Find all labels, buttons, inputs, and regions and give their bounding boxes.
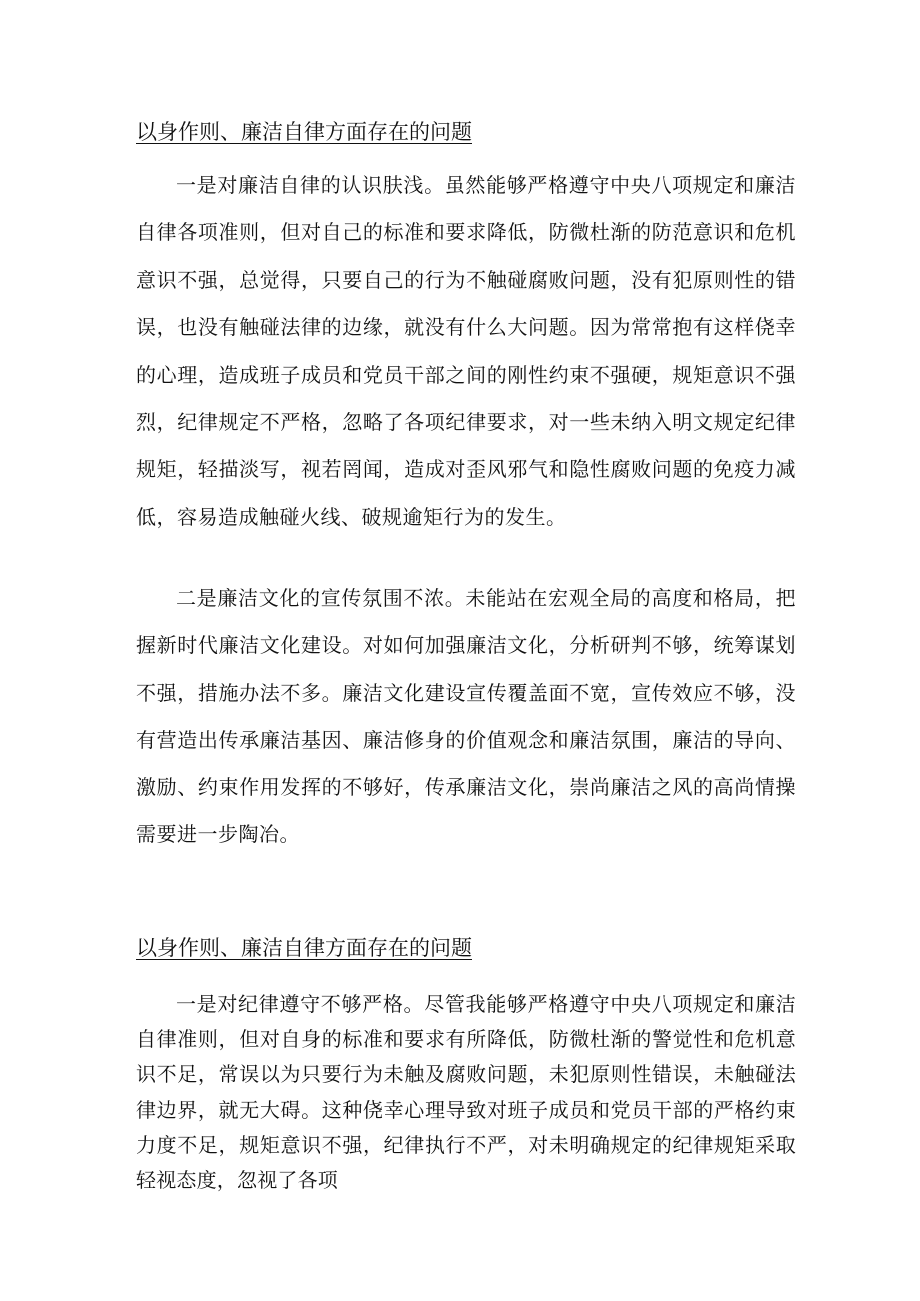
body-paragraph: 一是对廉洁自律的认识肤浅。虽然能够严格遵守中央八项规定和廉洁自律各项准则，但对自己的标准和要求降低，防微杜渐的防范意识和危机意识不强，总觉得，只要自己的行为不触碰腐败问题，没有犯原则性的错误，也没有触碰法律的边缘，就没有什么大问题。因为常常抱有这样侥幸的心理，造成班子成员和党员干部之间的刚性约束不强硬，规矩意识不强烈，纪律规定不严格，忽略了各项纪律要求，对一些未纳入明文规定纪律规矩，轻描淡写，视若罔闻，造成对歪风邪气和隐性腐败问题的免疫力减低，容易造成触碰火线、破规逾矩行为的发生。 <box>136 173 796 529</box>
section-heading: 以身作则、廉洁自律方面存在的问题 <box>136 120 472 144</box>
body-paragraph: 一是对纪律遵守不够严格。尽管我能够严格遵守中央八项规定和廉洁自律准则，但对自身的标准和要求有所降低，防微杜渐的警觉性和危机意识不足，常误以为只要行为未触及腐败问题，未犯原则性错误，未触碰法律边界，就无大碍。这种侥幸心理导致对班子成员和党员干部的严格约束力度不足，规矩意识不强，纪律执行不严，对未明确规定的纪律规矩采取轻视态度，忽视了各项 <box>136 992 796 1193</box>
section-heading: 以身作则、廉洁自律方面存在的问题 <box>136 936 472 960</box>
body-paragraph: 二是廉洁文化的宣传氛围不浓。未能站在宏观全局的高度和格局，把握新时代廉洁文化建设。对如何加强廉洁文化，分析研判不够，统筹谋划不强，措施办法不多。廉洁文化建设宣传覆盖面不宽，宣传效应不够，没有营造出传承廉洁基因、廉洁修身的价值观念和廉洁氛围，廉洁的导向、激励、约束作用发挥的不够好，传承廉洁文化，崇尚廉洁之风的高尚情操需要进一步陶冶。 <box>136 586 796 847</box>
